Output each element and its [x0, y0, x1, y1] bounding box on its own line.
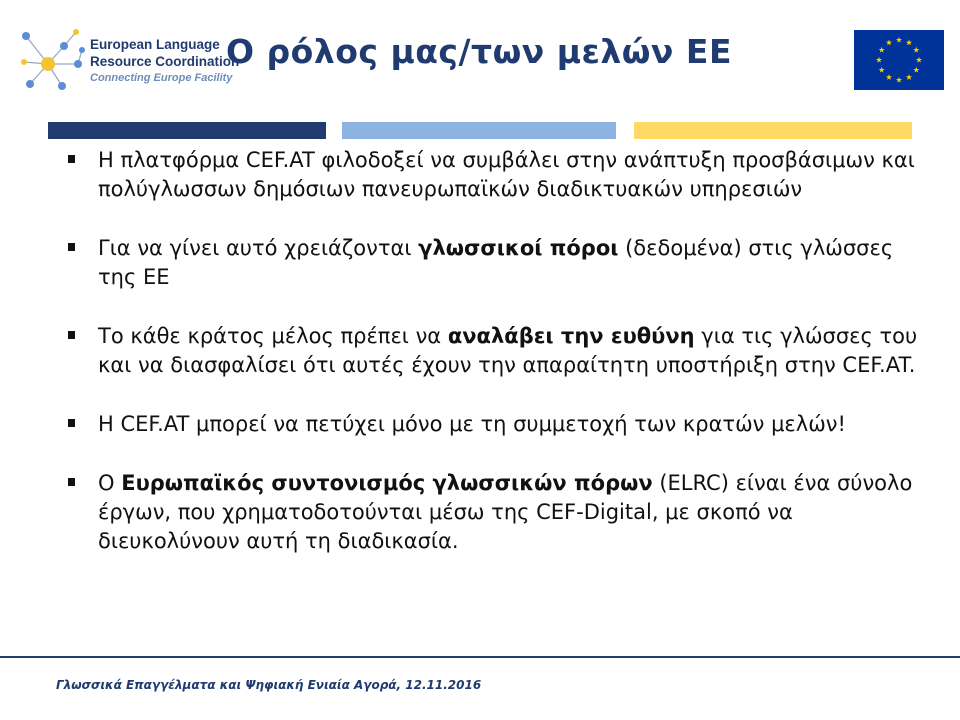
- logo-line-1: European Language: [90, 37, 220, 52]
- bullet-text: Ο: [98, 471, 122, 495]
- bullet-item: [66, 234, 926, 292]
- bullet-item: [66, 469, 926, 556]
- bullet-item: [66, 322, 926, 380]
- bullet-marker-icon: [68, 331, 75, 339]
- bullet-text: Για να γίνει αυτό χρειάζονται: [98, 236, 419, 260]
- elrc-logo: [18, 20, 240, 100]
- eu-flag-icon: [854, 30, 944, 90]
- bullet-text: Η πλατφόρμα CEF.AT φιλοδοξεί να συμβάλει στην ανάπτυξη προσβάσιμων και πολύγλωσσων δημόσιων πανευρωπαϊκών διαδικτυακών υπηρεσιών: [98, 148, 915, 201]
- logo-tagline: Connecting Europe Facility: [90, 72, 233, 84]
- bullet-text: (ELRC) είναι ένα σύνολο έργων, που χρηματοδοτούνται μέσω της CEF-Digital, με σκοπό να διευκολύνουν αυτή τη διαδικασία.: [98, 471, 913, 553]
- bullet-emphasis: γλωσσικοί πόροι: [418, 236, 619, 260]
- bullet-text: Η CEF.AT μπορεί να πετύχει μόνο με τη συμμετοχή των κρατών μελών!: [98, 412, 846, 436]
- bullet-text: Το κάθε κράτος μέλος πρέπει να: [98, 324, 448, 348]
- footer-divider: [0, 656, 960, 658]
- logo-line-2: Resource Coordination: [90, 54, 240, 69]
- footer-text: Γλωσσικά Επαγγέλματα και Ψηφιακή Ενιαία Αγορά, 12.11.2016: [56, 678, 482, 692]
- divider-bar-yellow: [634, 122, 912, 139]
- elrc-logo-icon: [18, 24, 88, 96]
- bullet-marker-icon: [68, 243, 75, 251]
- bullet-marker-icon: [68, 478, 75, 486]
- bullet-marker-icon: [68, 419, 75, 427]
- bullet-emphasis: Ευρωπαϊκός συντονισμός γλωσσικών πόρων: [121, 471, 653, 495]
- bullet-list: [66, 146, 926, 586]
- bullet-emphasis: αναλάβει την ευθύνη: [447, 324, 695, 348]
- bullet-item: [66, 146, 926, 204]
- bullet-text: (δεδομένα) στις γλώσσες της ΕΕ: [98, 236, 894, 289]
- slide-title: Ο ρόλος μας/των μελών ΕΕ: [226, 32, 732, 71]
- divider-bar-light: [342, 122, 616, 139]
- divider-bar-dark: [48, 122, 326, 139]
- bullet-item: [66, 410, 926, 439]
- bullet-marker-icon: [68, 155, 75, 163]
- bullet-text: για τις γλώσσες του και να διασφαλίσει ότι αυτές έχουν την απαραίτητη υποστήριξη στην CEF.AT.: [98, 324, 918, 377]
